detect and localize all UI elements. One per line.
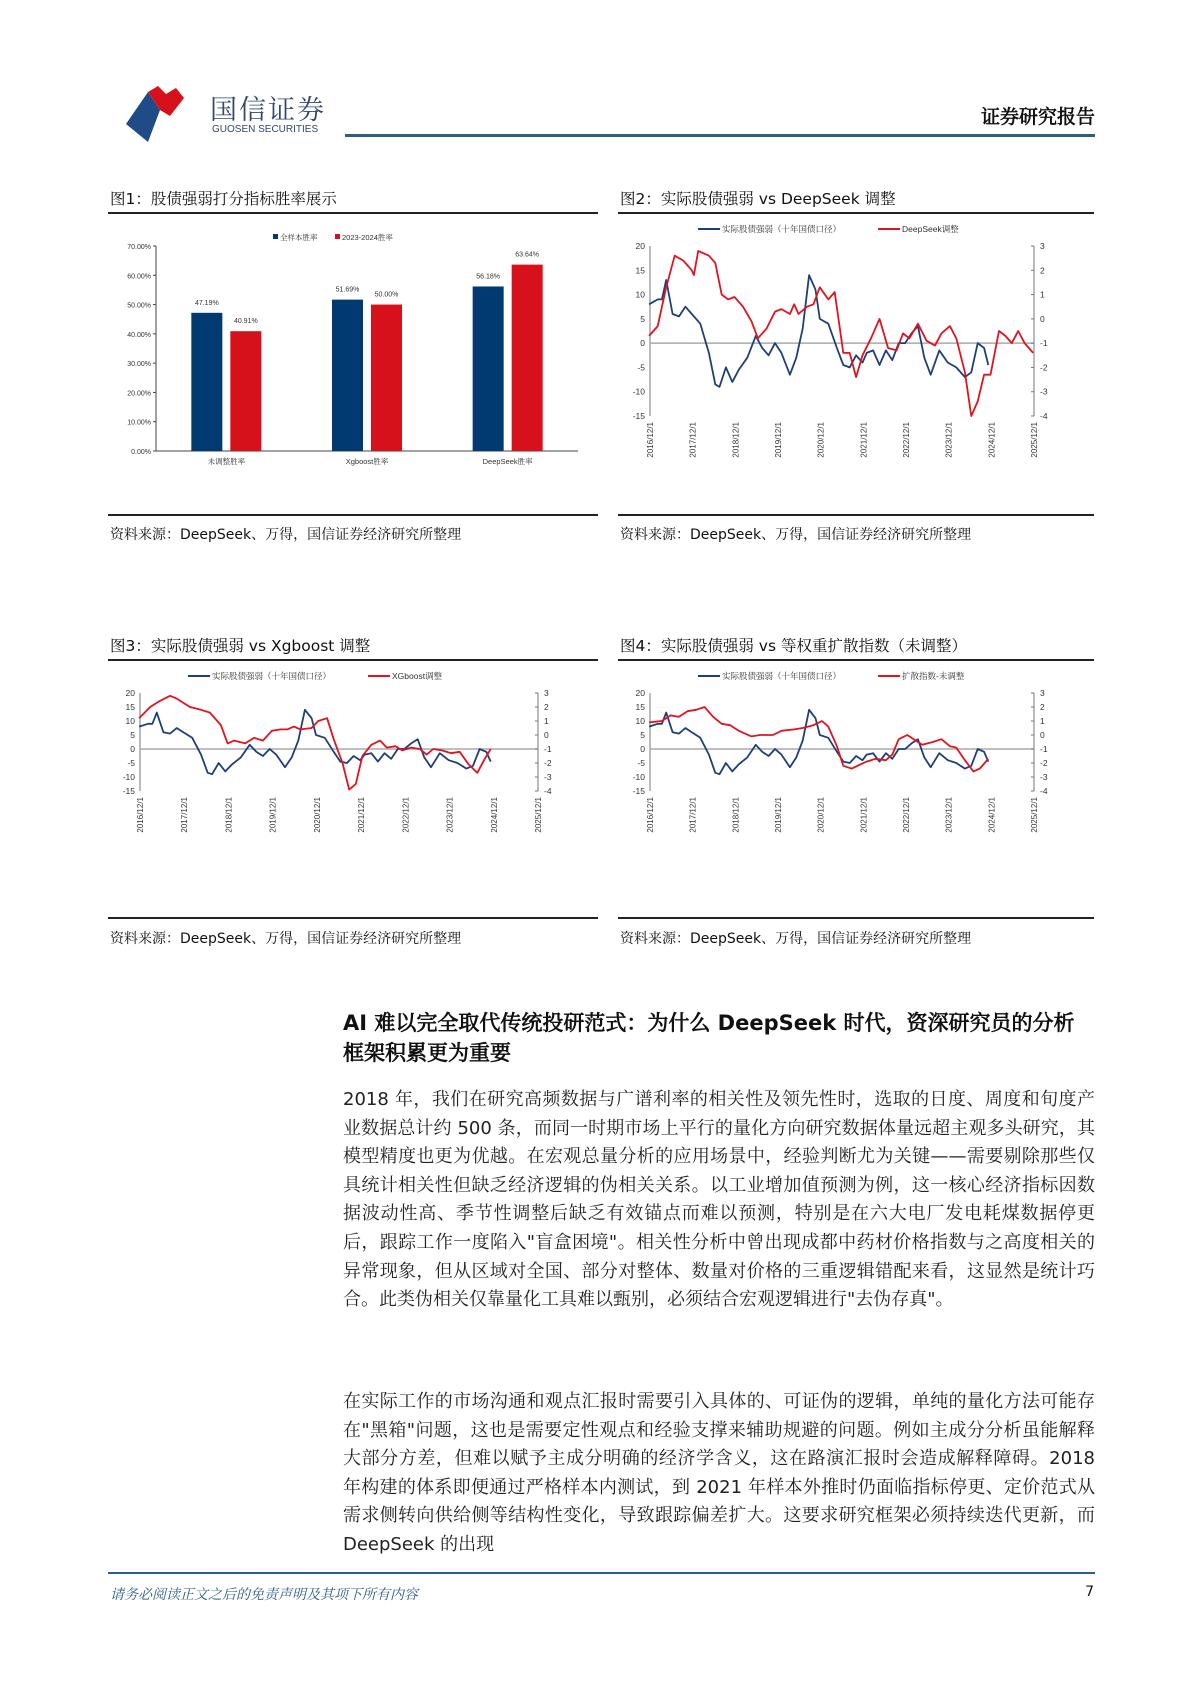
right-y-tick-label: 3 bbox=[1040, 688, 1045, 698]
left-y-tick-label: -10 bbox=[122, 772, 135, 782]
page-number: 7 bbox=[1085, 1584, 1094, 1600]
left-y-tick-label: 10 bbox=[635, 289, 645, 300]
left-y-tick-label: -10 bbox=[632, 386, 645, 397]
x-category-label: 未调整胜率 bbox=[207, 457, 246, 466]
y-tick-label: 40.00% bbox=[127, 331, 151, 339]
right-y-tick-label: -3 bbox=[1040, 772, 1048, 782]
left-y-tick-label: 20 bbox=[635, 241, 645, 251]
series-line-adjusted bbox=[649, 251, 1033, 416]
figure-4-bottom-rule bbox=[618, 917, 1094, 919]
right-y-tick-label: -1 bbox=[1040, 338, 1048, 349]
x-tick-label: 2018/12/1 bbox=[224, 797, 234, 833]
figure-4-title: 图4：实际股债强弱 vs 等权重扩散指数（未调整） bbox=[620, 637, 967, 655]
x-tick-label: 2017/12/1 bbox=[180, 797, 190, 833]
right-y-tick-label: 2 bbox=[1040, 702, 1045, 712]
figure-2-top-rule bbox=[618, 212, 1094, 214]
x-tick-label: 2020/12/1 bbox=[816, 797, 826, 833]
figure-1-title: 图1：股债强弱打分指标胜率展示 bbox=[110, 190, 337, 208]
figure-2-bottom-rule bbox=[618, 514, 1094, 516]
left-y-tick-label: 10 bbox=[125, 716, 135, 726]
right-y-tick-label: -2 bbox=[1040, 362, 1048, 373]
bar bbox=[332, 300, 363, 451]
bar-value-label: 51.69% bbox=[335, 286, 360, 294]
report-type-label: 证券研究报告 bbox=[980, 106, 1095, 128]
figure-3-line-chart bbox=[108, 663, 598, 917]
x-tick-label: 2023/12/1 bbox=[944, 422, 954, 458]
x-tick-label: 2025/12/1 bbox=[534, 797, 543, 833]
left-y-tick-label: 0 bbox=[640, 744, 645, 754]
legend-label: 2023-2024胜率 bbox=[342, 233, 393, 242]
x-tick-label: 2019/12/1 bbox=[774, 422, 783, 458]
right-y-tick-label: 2 bbox=[544, 702, 549, 712]
left-y-tick-label: 15 bbox=[635, 702, 645, 712]
bar-value-label: 50.00% bbox=[374, 291, 399, 299]
bar bbox=[191, 313, 222, 451]
right-y-tick-label: -2 bbox=[1040, 758, 1048, 768]
figure-3-title: 图3：实际股债强弱 vs Xgboost 调整 bbox=[110, 637, 371, 655]
right-y-tick-label: -4 bbox=[544, 786, 552, 796]
left-y-tick-label: -15 bbox=[632, 411, 645, 421]
legend-label: 扩散指数-未调整 bbox=[902, 671, 965, 681]
paragraph-2: 在实际工作的市场沟通和观点汇报时需要引入具体的、可证伪的逻辑，单纯的量化方法可能存在"黑箱"问题，这也是需要定性观点和经验支撑来辅助规避的问题。例如主成分分析虽能解释大部分方差，但难以赋予主成分明确的经济学含义，这在路演汇报时会造成解释障碍。2018 年构建的体系即便通过严格样本内测试，到 2021 年样本外推时仍面临指标停更、定价范式从需求侧转向供给侧等结构性变化，导致跟踪偏差扩大。这要求研究框架必须持续迭代更新，而 DeepSeek 的出现 bbox=[343, 1391, 1095, 1555]
series-line-actual bbox=[139, 710, 491, 774]
x-tick-label: 2018/12/1 bbox=[731, 422, 741, 458]
right-y-tick-label: 1 bbox=[1040, 289, 1045, 300]
x-category-label: DeepSeek胜率 bbox=[482, 457, 533, 466]
series-line-adjusted bbox=[649, 707, 988, 771]
x-tick-label: 2025/12/1 bbox=[1030, 422, 1039, 458]
y-tick-label: 10.00% bbox=[127, 419, 151, 427]
figure-4-top-rule bbox=[618, 659, 1094, 661]
y-tick-label: 30.00% bbox=[127, 361, 151, 369]
x-tick-label: 2020/12/1 bbox=[816, 422, 826, 458]
right-y-tick-label: 2 bbox=[1040, 265, 1045, 276]
figure-1-source: 资料来源：DeepSeek、万得，国信证券经济研究所整理 bbox=[110, 527, 462, 543]
right-y-tick-label: -3 bbox=[544, 772, 552, 782]
section-heading: AI 难以完全取代传统投研范式：为什么 DeepSeek 时代，资深研究员的分析框架积累更为重要 bbox=[343, 1011, 1075, 1065]
y-tick-label: 60.00% bbox=[127, 273, 151, 281]
figure-1-top-rule bbox=[108, 212, 598, 214]
right-y-tick-label: 0 bbox=[1040, 730, 1045, 740]
x-tick-label: 2017/12/1 bbox=[688, 422, 698, 458]
left-y-tick-label: 15 bbox=[125, 702, 135, 712]
figure-2-title: 图2：实际股债强弱 vs DeepSeek 调整 bbox=[620, 190, 896, 208]
left-y-tick-label: -10 bbox=[632, 772, 645, 782]
x-category-label: Xgboost胜率 bbox=[345, 457, 389, 466]
right-y-tick-label: 1 bbox=[1040, 716, 1045, 726]
x-tick-label: 2023/12/1 bbox=[445, 797, 455, 833]
x-tick-label: 2022/12/1 bbox=[902, 797, 911, 833]
left-y-tick-label: 15 bbox=[635, 265, 645, 276]
right-y-tick-label: 0 bbox=[544, 730, 549, 740]
left-y-tick-label: 20 bbox=[125, 688, 135, 698]
bar bbox=[230, 331, 261, 451]
left-y-tick-label: -5 bbox=[637, 758, 645, 768]
legend-label: XGboost调整 bbox=[392, 671, 443, 681]
legend-label: 实际股债强弱（十年国债口径） bbox=[722, 671, 842, 681]
figure-3-top-rule bbox=[108, 659, 598, 661]
legend-label: 实际股债强弱（十年国债口径） bbox=[722, 224, 842, 234]
bar-value-label: 63.64% bbox=[515, 251, 540, 259]
right-y-tick-label: 3 bbox=[1040, 241, 1045, 251]
header-divider bbox=[345, 134, 1095, 137]
y-tick-label: 70.00% bbox=[127, 244, 151, 251]
figure-1-bottom-rule bbox=[108, 514, 598, 516]
left-y-tick-label: 0 bbox=[130, 744, 135, 754]
logo-english-name: GUOSEN SECURITIES bbox=[212, 124, 319, 135]
left-y-tick-label: 10 bbox=[635, 716, 645, 726]
left-y-tick-label: -15 bbox=[632, 786, 645, 796]
right-y-tick-label: 0 bbox=[1040, 313, 1045, 324]
right-y-tick-label: -1 bbox=[544, 744, 552, 754]
logo-chinese-name: 国信证券 bbox=[210, 95, 326, 126]
x-tick-label: 2025/12/1 bbox=[1030, 797, 1039, 833]
legend-swatch bbox=[335, 234, 340, 239]
series-line-adjusted bbox=[139, 696, 491, 790]
figure-1-bar-chart bbox=[108, 216, 598, 514]
bar bbox=[473, 286, 504, 451]
right-y-tick-label: -4 bbox=[1040, 411, 1048, 421]
y-tick-label: 50.00% bbox=[127, 302, 151, 310]
x-tick-label: 2023/12/1 bbox=[944, 797, 954, 833]
x-tick-label: 2024/12/1 bbox=[987, 422, 997, 458]
figure-3-source: 资料来源：DeepSeek、万得，国信证券经济研究所整理 bbox=[110, 931, 462, 947]
right-y-tick-label: 1 bbox=[544, 716, 549, 726]
left-y-tick-label: -15 bbox=[122, 786, 135, 796]
right-y-tick-label: -3 bbox=[1040, 386, 1048, 397]
y-tick-label: 0.00% bbox=[131, 449, 151, 456]
left-y-tick-label: 5 bbox=[640, 313, 645, 324]
figure-4-source: 资料来源：DeepSeek、万得，国信证券经济研究所整理 bbox=[620, 931, 972, 947]
bar bbox=[512, 265, 543, 451]
footer-divider bbox=[108, 1572, 1095, 1574]
bar bbox=[371, 305, 402, 451]
x-tick-label: 2016/12/1 bbox=[646, 422, 655, 458]
left-y-tick-label: 5 bbox=[130, 730, 135, 740]
x-tick-label: 2024/12/1 bbox=[987, 797, 997, 833]
x-tick-label: 2022/12/1 bbox=[902, 422, 911, 458]
left-y-tick-label: -5 bbox=[637, 362, 645, 373]
bar-value-label: 47.19% bbox=[194, 299, 219, 307]
left-y-tick-label: -5 bbox=[127, 758, 135, 768]
figure-3-bottom-rule bbox=[108, 917, 598, 919]
bar-value-label: 40.91% bbox=[233, 318, 258, 326]
x-tick-label: 2022/12/1 bbox=[401, 797, 411, 833]
x-tick-label: 2021/12/1 bbox=[357, 797, 367, 833]
footer-disclaimer: 请务必阅读正文之后的免责声明及其项下所有内容 bbox=[110, 1587, 418, 1603]
x-tick-label: 2016/12/1 bbox=[136, 797, 145, 833]
x-tick-label: 2016/12/1 bbox=[646, 797, 655, 833]
x-tick-label: 2024/12/1 bbox=[489, 797, 499, 833]
bar-value-label: 56.18% bbox=[476, 273, 501, 281]
left-y-tick-label: 20 bbox=[635, 688, 645, 698]
right-y-tick-label: -2 bbox=[544, 758, 552, 768]
y-tick-label: 20.00% bbox=[127, 390, 151, 398]
paragraph-1: 2018 年，我们在研究高频数据与广谱利率的相关性及领先性时，选取的日度、周度和旬度产业数据总计约 500 条，而同一时期市场上平行的量化方向研究数据体量远超主观多头研究，其模型精度也更为优越。在宏观总量分析的应用场景中，经验判断尤为关键——需要剔除那些仅具统计相关性但缺乏经济逻辑的伪相关关系。以工业增加值预测为例，这一核心经济指标因数据波动性高、季节性调整后缺乏有效锚点而难以预测，特别是在六大电厂发电耗煤数据停更后，跟踪工作一度陷入"盲盒困境"。相关性分析中曾出现成都中药材价格指数与之高度相关的异常现象，但从区域对全国、部分对整体、数量对价格的三重逻辑错配来看，这显然是统计巧合。此类伪相关仅靠量化工具难以甄别，必须结合宏观逻辑进行"去伪存真"。 bbox=[343, 1089, 1095, 1311]
left-y-tick-label: 5 bbox=[640, 730, 645, 740]
right-y-tick-label: -1 bbox=[1040, 744, 1048, 754]
right-y-tick-label: 3 bbox=[544, 688, 549, 698]
left-y-tick-label: 0 bbox=[640, 338, 645, 349]
figure-2-source: 资料来源：DeepSeek、万得，国信证券经济研究所整理 bbox=[620, 527, 972, 543]
legend-label: DeepSeek调整 bbox=[902, 224, 959, 234]
x-tick-label: 2017/12/1 bbox=[688, 797, 698, 833]
x-tick-label: 2019/12/1 bbox=[774, 797, 783, 833]
figure-2-line-chart bbox=[618, 216, 1094, 514]
legend-label: 全样本胜率 bbox=[280, 233, 318, 242]
series-line-actual bbox=[649, 710, 988, 774]
x-tick-label: 2019/12/1 bbox=[268, 797, 278, 833]
x-tick-label: 2018/12/1 bbox=[731, 797, 741, 833]
figure-4-line-chart bbox=[618, 663, 1094, 917]
x-tick-label: 2021/12/1 bbox=[859, 422, 869, 458]
x-tick-label: 2021/12/1 bbox=[859, 797, 869, 833]
legend-swatch bbox=[273, 234, 278, 239]
legend-label: 实际股债强弱（十年国债口径） bbox=[212, 671, 332, 681]
x-tick-label: 2020/12/1 bbox=[312, 797, 322, 833]
right-y-tick-label: -4 bbox=[1040, 786, 1048, 796]
